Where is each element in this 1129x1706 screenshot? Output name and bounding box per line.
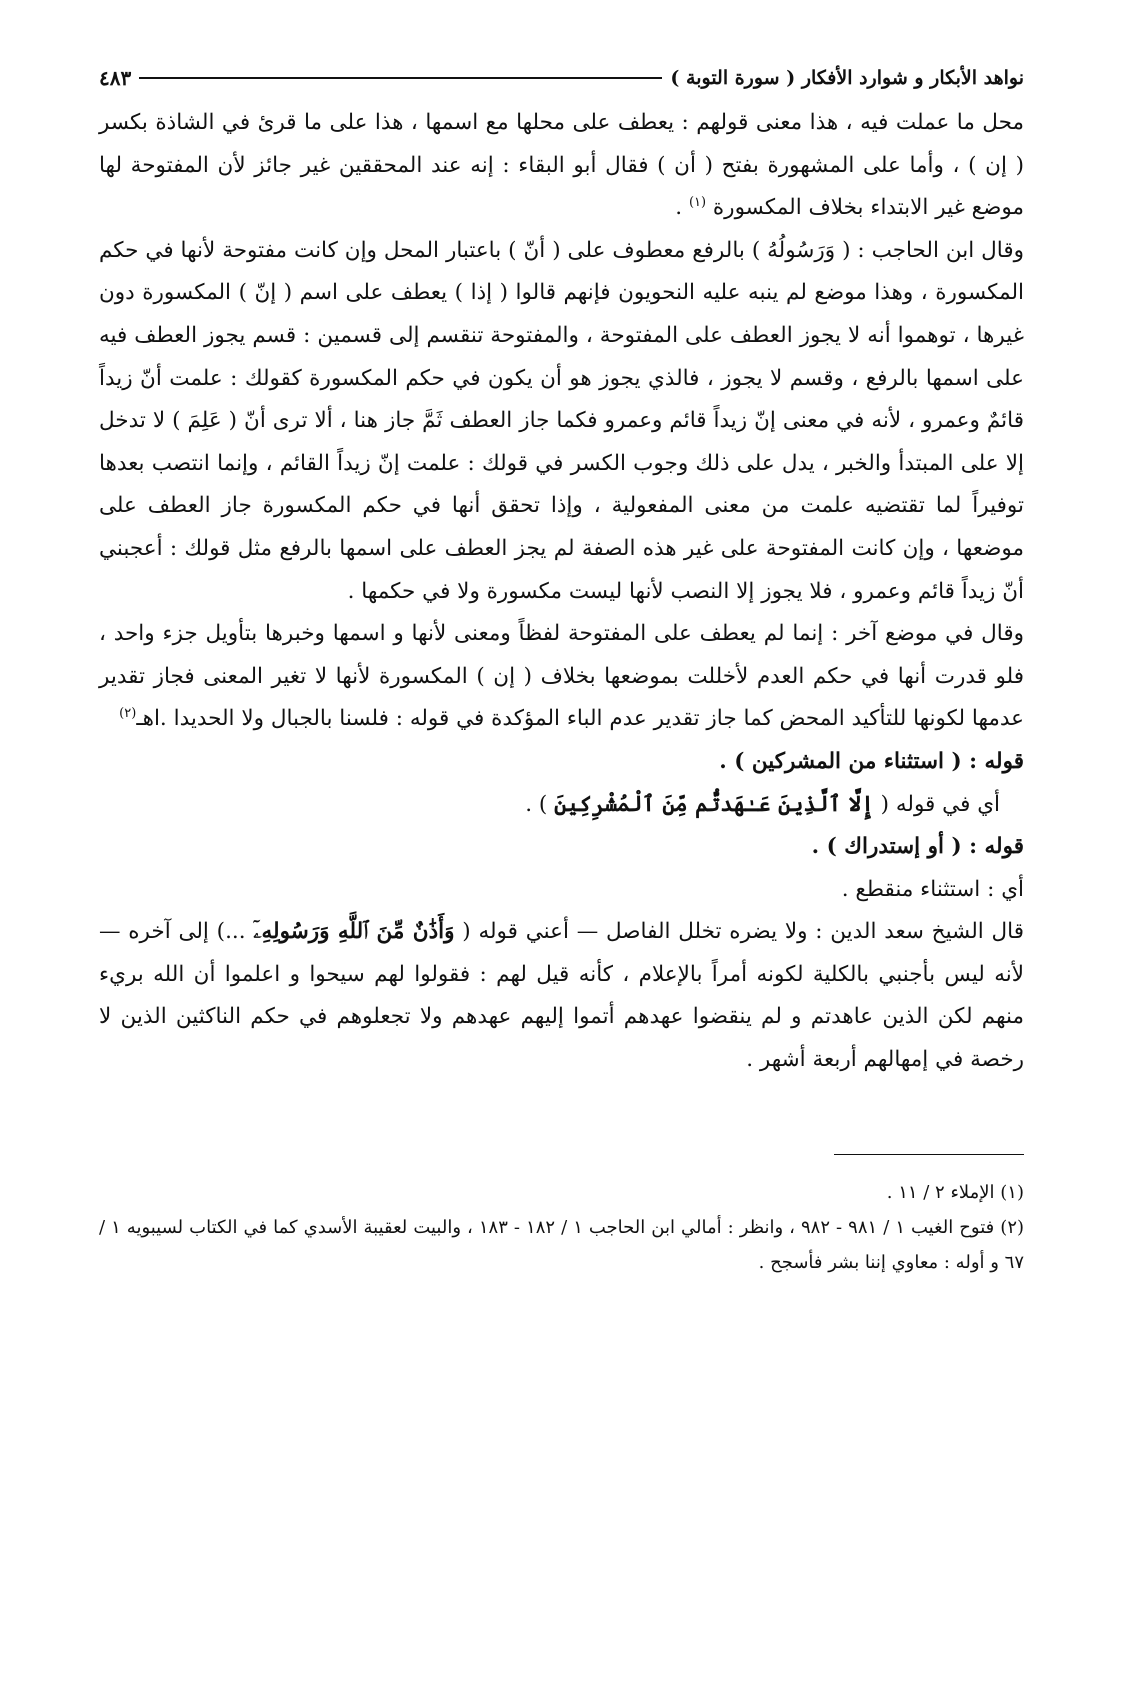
- heading-istidrak: [99, 826, 1024, 869]
- paragraph-5-suffix: ) .: [525, 791, 555, 817]
- paragraph-7: [99, 869, 1024, 912]
- paragraph-2-text: وقال ابن الحاجب : ( وَرَسُولُهُ ) بالرفع معطوف على ( أنّ ) باعتبار المحل وإن كانت مفتوحة لأنها في حكم المكسورة ، وهذا موضع لم ينبه عليه النحويون فإنهم قالوا ( إذا ) يعطف على اسم ( إنّ ) المكسورة دون غيرها ، توهموا أنه لا يجوز العطف على المفتوحة ، والمفتوحة تنقسم إلى قسمين : قسم يجوز العطف فيه على اسمها بالرفع ، وقسم لا يجوز ، فالذي يجوز هو أن يكون في حكم المكسورة كقولك : علمت أنّ زيداً قائمٌ وعمرو ، لأنه في معنى إنّ زيداً قائم وعمرو فكما جاز العطف ثَمَّ جاز هنا ، ألا ترى أنّ ( عَلِمَ ) لا تدخل إلا على المبتدأ والخبر ، يدل على ذلك وجوب الكسر في قولك : علمت إنّ زيداً القائم ، وإنما انتصب بعدها توفيراً لما تقتضيه علمت من معنى المفعولية ، وإذا تحقق أنها في حكم المكسورة جاز العطف على موضعها ، وإن كانت المفتوحة على غير هذه الصفة لم يجز العطف على اسمها بالرفع مثل قولك : أعجبني أنّ زيداً قائم وعمرو ، فلا يجوز إلا النصب لأنها ليست مكسورة ولا في حكمها .: [99, 237, 1024, 604]
- paragraph-8-prefix: قال الشيخ سعد الدين : ولا يضره تخلل الفاصل — أعني قوله (: [454, 919, 1024, 945]
- footnote-ref-1: (١): [688, 195, 707, 211]
- footnote-2: (٢) فتوح الغيب ١ / ٩٨١ - ٩٨٢ ، وانظر : أمالي ابن الحاجب ١ / ١٨٢ - ١٨٣ ، والبيت لعقيبة الأسدي كما في الكتاب لسيبويه ١ / ٦٧ و أوله : معاوي إننا بشر فأسجح .: [99, 1216, 1025, 1273]
- page: [99, 60, 1024, 1280]
- footnote-1: (١) الإملاء ٢ / ١١ .: [886, 1181, 1024, 1203]
- paragraph-7-text: أي : استثناء منقطع .: [841, 876, 1024, 902]
- paragraph-1: [99, 102, 1024, 230]
- paragraph-2: [99, 230, 1024, 613]
- paragraph-3: [99, 613, 1024, 741]
- paragraph-8: [99, 911, 1024, 1081]
- main-text: [99, 102, 1024, 1082]
- header-title: نواهد الأبكار و شوارد الأفكار ( سورة التوبة ): [670, 67, 1024, 89]
- paragraph-1-text: محل ما عملت فيه ، هذا معنى قولهم : يعطف على محلها مع اسمها ، هذا على ما قرئ في الشاذة بكسر ( إن ) ، وأما على المشهورة بفتح ( أن ) فقال أبو البقاء : إنه عند المحققين غير جائز لأن المفتوحة لها موضع غير الابتداء بخلاف المكسورة: [99, 110, 1024, 221]
- heading-istidrak-text: قوله : ( أو إستدراك ) .: [811, 834, 1024, 860]
- paragraph-3-text: وقال في موضع آخر : إنما لم يعطف على المفتوحة لفظاً ومعنى لأنها و اسمها وخبرها بتأويل جزء واحد ، فلو قدرت أنها في حكم العدم لأخللت بموضعها بخلاف ( إن ) المكسورة لأنها لا تغير المعنى فجاز تقدير عدمها لكونها للتأكيد المحض كما جاز تقدير عدم الباء المؤكدة في قوله : فلسنا بالجبال ولا الحديدا .اهـ: [99, 621, 1024, 732]
- heading-exception-text: قوله : ( استثناء من المشركين ) .: [719, 748, 1024, 774]
- paragraph-5-prefix: أي في قوله (: [873, 791, 1000, 817]
- paragraph-1-end: .: [675, 195, 689, 221]
- running-header: [99, 60, 1024, 96]
- header-rule: [139, 77, 662, 79]
- quran-verse-1: إِلَّا ٱلَّذِينَ عَـٰهَدتُّم مِّنَ ٱلْمُشْرِكِينَ: [554, 791, 874, 817]
- paragraph-5: [99, 784, 1024, 827]
- paragraph-8-suffix: ...) إلى آخره — لأنه ليس بأجنبي بالكلية لكونه أمراً بالإعلام ، كأنه قيل لهم : فقولوا لهم سيحوا و اعلموا أن الله بريء منهم لكن الذين عاهدتم و لم ينقضوا عهدهم أتموا إليهم عهدهم ولا تجعلوهم في حكم الناكثين الذين لا رخصة في إمهالهم أربعة أشهر .: [99, 919, 1024, 1073]
- footnote-ref-2: (٢): [119, 706, 137, 722]
- page-number: ٤٨٣: [99, 66, 132, 90]
- footnotes: [99, 1175, 1024, 1280]
- quran-verse-2: وَأَذَٰنٌ مِّنَ ٱللَّهِ وَرَسُولِهِۦٓ: [253, 919, 455, 945]
- footnote-separator: [834, 1154, 1024, 1155]
- heading-exception: [99, 741, 1024, 784]
